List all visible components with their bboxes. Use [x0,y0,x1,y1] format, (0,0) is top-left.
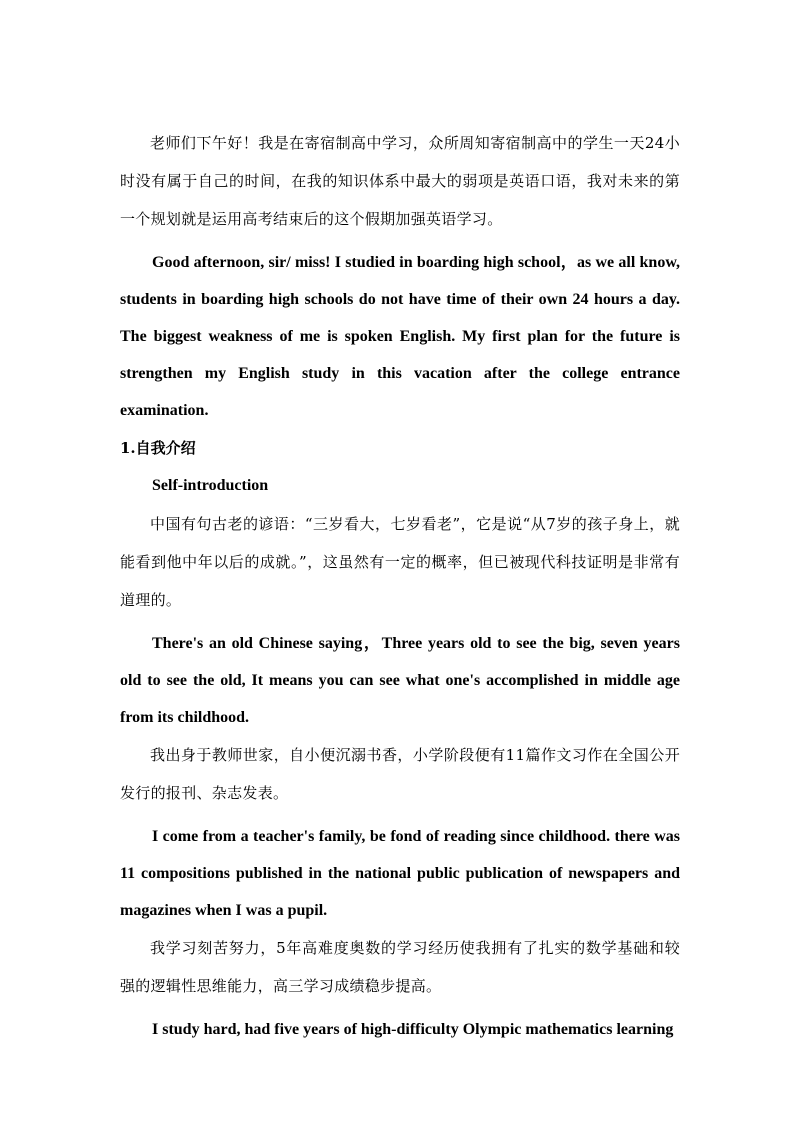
document-body [120,124,680,1048]
paragraph-family-zh: 我出身于教师世家，自小便沉溺书香，小学阶段便有11篇作文习作在全国公开发行的报刊、杂志发表。 [120,746,680,802]
paragraph-intro-en: Good afternoon, sir/ miss! I studied in boarding high school，as we all know, students in boarding high schools do not have time of their own 24 hours a day. The biggest weakness of me is spoken English. My first plan for the future is strengthen my English study in this vacation after the college entrance examination. [120,254,680,419]
paragraph-intro-zh: 老师们下午好！我是在寄宿制高中学习，众所周知寄宿制高中的学生一天24小时没有属于自己的时间，在我的知识体系中最大的弱项是英语口语，我对未来的第一个规划就是运用高考结束后的这个假期加强英语学习。 [120,134,680,228]
section-heading-self-introduction: 1.自我介绍 [120,439,196,457]
paragraph-family-en: I come from a teacher's family, be fond of reading since childhood. there was 11 compositions published in the national public publication of newspapers and magazines when I was a pupil. [120,828,680,919]
paragraph-saying-zh: 中国有句古老的谚语：“三岁看大，七岁看老”，它是说“从7岁的孩子身上，就能看到他中年以后的成就。”，这虽然有一定的概率，但已被现代科技证明是非常有道理的。 [120,515,680,609]
section-subheading-self-introduction-en: Self-introduction [152,477,269,494]
paragraph-saying-en: There's an old Chinese saying，Three years old to see the big, seven years old to see the old, It means you can see what one's accomplished in middle age from its childhood. [120,635,680,726]
paragraph-study-en: I study hard, had five years of high-difficulty Olympic mathematics learning [152,1021,674,1038]
paragraph-study-zh: 我学习刻苦努力，5年高难度奥数的学习经历使我拥有了扎实的数学基础和较强的逻辑性思维能力，高三学习成绩稳步提高。 [120,939,680,995]
